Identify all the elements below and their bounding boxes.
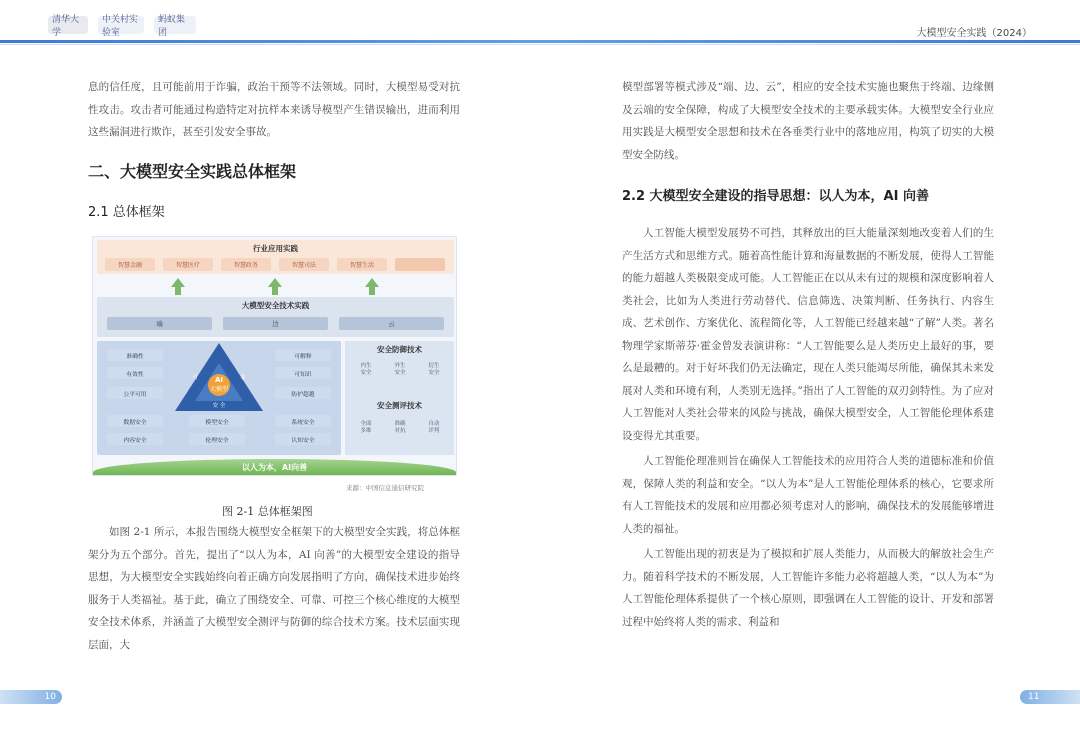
industry-item: 智慧金融 <box>105 258 155 271</box>
core-item: 可解释 <box>275 349 331 361</box>
up-arrow-icon <box>365 278 379 287</box>
logo-group <box>48 15 196 38</box>
figure-caption: 图 2-1 总体框架图 <box>222 505 313 518</box>
eval-title: 安全测评技术 <box>377 401 422 410</box>
right-paragraph-group <box>622 222 994 633</box>
subsection-heading-2-2: 2.2 大模型安全建设的指导思想：以人为本，AI 向善 <box>622 189 929 204</box>
defense-item: 衍生 安全 <box>428 363 440 376</box>
core-item: 数据安全 <box>107 415 163 427</box>
defense-item: 外生 安全 <box>394 363 406 376</box>
triangle-side-label: 可 <box>192 375 198 381</box>
core-item: 认知安全 <box>275 433 331 445</box>
defense-item: 内生 安全 <box>360 363 372 376</box>
left-paragraph-2 <box>88 521 460 656</box>
up-arrow-icon <box>272 287 278 295</box>
core-item: 伦理安全 <box>189 433 245 445</box>
zgc-lab-logo: 中关村实验室 <box>98 16 144 34</box>
triangle-base-label: 安 全 <box>212 403 226 409</box>
footer-band: 以人为本，AI向善 <box>93 459 456 475</box>
core-item: 有效性 <box>107 367 163 379</box>
eval-item: 准确 对抗 <box>394 421 406 434</box>
up-arrow-icon <box>171 278 185 287</box>
core-item: 可知识 <box>275 367 331 379</box>
right-paragraph-0 <box>622 76 994 166</box>
paragraph-text: 如图 2-1 所示，本报告围绕大模型安全框架下的大模型安全实践，将总体框架分为五个部分。首先，提出了“以人为本，AI 向善”的大模型安全建设的指导思想，为大模型安全实践始终向着正确方向发展指明了方向，确保技术进步始终服务于人类福祉。基于此，确立了围绕安全、可靠、可控三个核心维度的大模型安全技术体系，并涵盖了大模型安全测评与防御的综合技术方案。技术层面实现层面，大 <box>88 526 460 651</box>
tech-item-edge: 边 <box>223 317 328 330</box>
defense-title: 安全防御技术 <box>377 345 422 354</box>
paragraph-text: 人工智能伦理准则旨在确保人工智能技术的应用符合人类的道德标准和价值观，保障人类的利益和安全。“以人为本”是人工智能伦理体系的核心，它要求所有人工智能技术的发展和应用都必须考虑对人的影响，确保技术的发展能够增进人类的福祉。 <box>622 455 994 535</box>
core-item: 内容安全 <box>107 433 163 445</box>
paragraph-text: 人工智能大模型发展势不可挡，其释放出的巨大能量深刻地改变着人们的生产生活方式和思维方式。随着高性能计算和海量数据的不断发展，使得人工智能的能力超越人类极限变成可能。人工智能正在以从未有过的规模和深度影响着人类社会，比如为人类进行劳动替代、信息筛选、决策判断、任务执行、内容生成、艺术创作、方案优化、流程简化等，人工智能已经越来越“了解”人类。著名物理学家斯蒂芬·霍金曾发表演讲称：“人工智能要么是人类历史上最好的事，要么是最糟的。对于好坏我们仍无法确定，现在人类只能竭尽所能，确保其未来发展对人类和环境有利，人类别无选择。”指出了人工智能的双刃剑特性。为了应对人工智能对人类社会带来的风险与挑战，确保大模型安全，人工智能伦理体系建设变得尤其重要。 <box>622 227 994 442</box>
industry-item: 智慧司法 <box>279 258 329 271</box>
core-item: 模型安全 <box>189 415 245 427</box>
triangle-ai-label: AI <box>214 376 224 384</box>
tech-title: 大模型安全技术实践 <box>241 301 310 310</box>
tech-band <box>97 297 454 337</box>
subsection-heading-2-1: 2.1 总体框架 <box>88 205 165 220</box>
triangle-side-label: 靠 <box>240 375 246 381</box>
industry-item: 智慧生活 <box>337 258 387 271</box>
paragraph-text: 模型部署等模式涉及“端、边、云”，相应的安全技术实施也聚焦于终端、边缘侧及云端的安全保障，构成了大模型安全技术的主要承载实体。大模型安全行业应用实践是大模型安全思想和技术在各垂类行业中的落地应用，构筑了切实的大模型安全防线。 <box>622 81 994 161</box>
eval-item: 自动 评判 <box>428 421 440 434</box>
industry-item: 智慧政务 <box>221 258 271 271</box>
ant-group-logo: 蚂蚁集团 <box>154 16 196 34</box>
core-item: 公平可用 <box>107 387 163 399</box>
framework-figure <box>92 236 457 476</box>
page-number-right: 11 <box>1020 690 1080 704</box>
core-item: 系统安全 <box>275 415 331 427</box>
up-arrow-icon <box>369 287 375 295</box>
industry-band <box>97 240 454 274</box>
industry-title: 行业应用实践 <box>253 244 298 253</box>
page-number-left: 10 <box>0 690 62 704</box>
tech-item-cloud: 云 <box>339 317 444 330</box>
tsinghua-logo: 清华大学 <box>48 16 88 34</box>
header-divider-light <box>0 44 1080 45</box>
document-title: 大模型安全实践（2024） <box>916 28 1032 39</box>
defense-eval-area <box>345 341 454 455</box>
figure-source: 来源：中国信息通信研究院 <box>346 484 424 492</box>
eval-item: 全面 多维 <box>360 421 372 434</box>
section-heading: 二、大模型安全实践总体框架 <box>88 162 297 181</box>
core-item: 防护超越 <box>275 387 331 399</box>
paragraph-text: 人工智能出现的初衷是为了模拟和扩展人类能力，从而极大的解放社会生产力。随着科学技术的不断发展，人工智能许多能力必将超越人类，“以人为本”为人工智能伦理体系提供了一个核心原则，即强调在人工智能的设计、开发和部署过程中始终将人类的需求、利益和 <box>622 548 994 628</box>
industry-item: 智慧医疗 <box>163 258 213 271</box>
tech-item-end: 端 <box>107 317 212 330</box>
up-arrow-icon <box>268 278 282 287</box>
core-item: 准确性 <box>107 349 163 361</box>
triangle-core-label: 大模型 <box>209 386 228 393</box>
industry-item <box>395 258 445 271</box>
paragraph-text: 息的信任度，且可能前用于诈骗，政治干预等不法领域。同时，大模型易受对抗性攻击。攻击者可能通过构造特定对抗样本来诱导模型产生错误输出，进而利用这些漏洞进行欺诈，甚至引发安全事故。 <box>88 81 460 138</box>
up-arrow-icon <box>175 287 181 295</box>
left-paragraph-1 <box>88 76 460 144</box>
header-divider <box>0 40 1080 43</box>
